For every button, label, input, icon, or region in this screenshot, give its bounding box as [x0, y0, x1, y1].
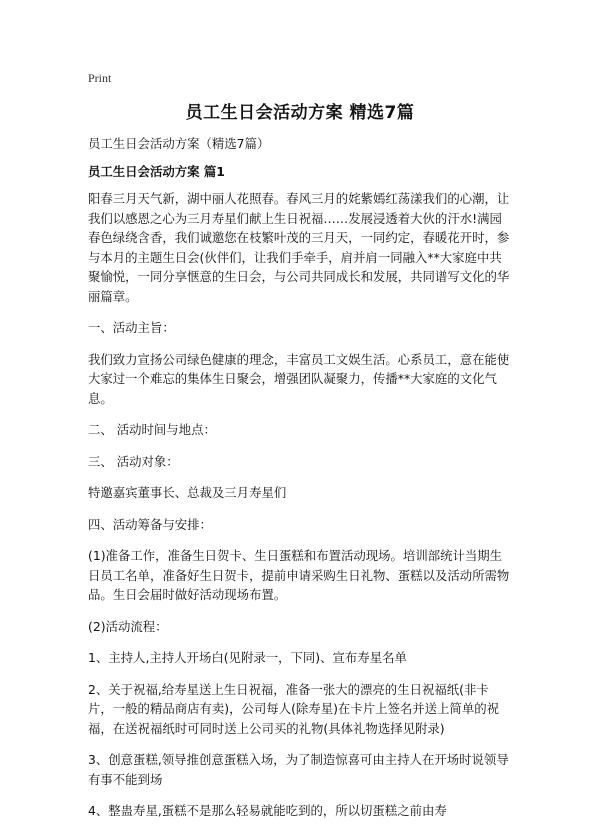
paragraph: 2、关于祝福,给寿星送上生日祝福，准备一张大的漂亮的生日祝福纸(非卡片，一般的精品商店有卖)，公司每人(除寿星)在卡片上签名并送上简单的祝福，在送祝福纸时可同时送上公司买的礼物(具体礼物选择见附录)	[88, 681, 500, 736]
paragraph: 特邀嘉宾董事长、总裁及三月寿星们	[88, 485, 287, 500]
paragraph: 我们致力宣扬公司绿色健康的理念，丰富员工文娱生活。心系员工，意在能使大家过一个难忘的集体生日聚会，增强团队凝聚力，传播**大家庭的文化气息。	[88, 351, 510, 406]
paragraph: 三、 活动对象：	[88, 453, 179, 469]
document-title: 员工生日会活动方案 精选7篇	[185, 103, 415, 123]
paragraph: 二、 活动时间与地点：	[88, 422, 216, 437]
document-subtitle: 员工生日会活动方案（精选7篇）	[88, 136, 270, 151]
print-label: Print	[88, 71, 112, 85]
document-body	[88, 134, 512, 833]
paragraph: 4、整蛊寿星,蛋糕不是那么轻易就能吃到的，所以切蛋糕之前由寿	[88, 803, 447, 818]
paragraph: 一、活动主旨：	[88, 320, 175, 335]
paragraph: 1、主持人,主持人开场白(见附录一，下同)、宣布寿星名单	[88, 650, 407, 665]
paragraph: 3、创意蛋糕,领导推创意蛋糕入场，为了制造惊喜可由主持人在开场时说领导有事不能到场	[88, 752, 509, 787]
paragraph: 阳春三月天气新，湖中丽人花照春。春风三月的姹紫嫣红荡漾我们的心潮，让我们以感恩之心为三月寿星们献上生日祝福……发展浸透着大伙的汗水!满园春色绿绕含香，我们诚邀您在枝繁叶茂的三月天，一同约定，春暖花开时，参与本月的主题生日会(伙伴们，让我们手牵手，肩并肩一同融入**大家庭中共聚愉悦，一同分享惬意的生日会，与公司共同成长和发展，共同谱写文化的华丽篇章。	[88, 191, 510, 304]
paragraph: (1)准备工作，准备生日贺卡、生日蛋糕和布置活动现场。培训部统计当期生日员工名单，准备好生日贺卡，提前申请采购生日礼物、蛋糕以及活动所需物品。生日会届时做好活动现场布置。	[88, 548, 510, 602]
section-heading: 员工生日会活动方案 篇1	[88, 163, 225, 179]
paragraph: 四、活动筹备与安排：	[88, 516, 212, 532]
paragraph: (2)活动流程：	[88, 618, 168, 634]
